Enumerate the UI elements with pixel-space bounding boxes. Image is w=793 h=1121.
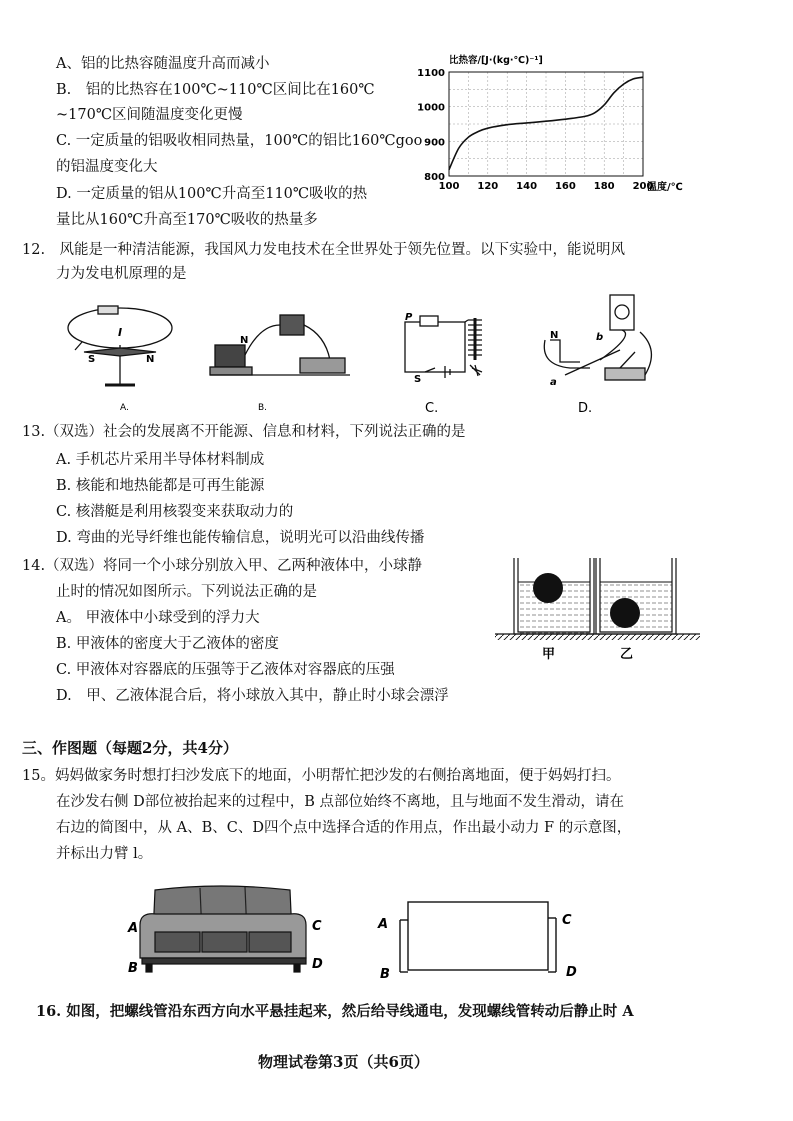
y-tick-label: 1000 <box>417 102 445 114</box>
figure-c-s-label: S <box>414 374 422 385</box>
x-tick-label: 120 <box>477 181 499 192</box>
q13-option-a: A. 手机芯片采用半导体材料制成 <box>56 452 265 468</box>
diagram-label-c: C <box>562 913 572 928</box>
label-yi: 乙 <box>620 647 634 662</box>
figure-d-b-label: b <box>596 332 604 343</box>
figure-a-north-label: N <box>146 354 155 365</box>
q11-option-b-line1: B. 铝的比热容在100℃~110℃区间比在160℃ <box>56 82 375 98</box>
diagram-label-d: D <box>566 965 577 980</box>
q15-line3: 右边的简图中，从 A、B、C、D四个点中选择合适的作用点，作出最小动力 F 的示意图， <box>56 820 632 836</box>
figure-a-current-label: I <box>118 326 123 339</box>
chart-ticks <box>417 68 653 192</box>
q11-option-d-line2: 量比从160℃升高至170℃吸收的热量多 <box>56 212 318 228</box>
q13-option-b: B. 核能和地热能都是可再生能源 <box>56 478 265 494</box>
sofa-label-a: A <box>128 921 139 936</box>
x-tick-label: 180 <box>593 181 615 192</box>
q15-line2: 在沙发右侧 D部位被抬起来的过程中，B 点部位始终不离地，且与地面不发生滑动，请在 <box>56 794 624 810</box>
y-tick-label: 900 <box>424 137 445 149</box>
y-tick-label: 1100 <box>417 68 445 79</box>
q12-stem-line1: 12. 风能是一种清洁能源，我国风力发电技术在全世界处于领先位置。以下实验中，能说明风 <box>22 242 626 258</box>
page-footer: 物理试卷第3页（共6页） <box>258 1053 429 1071</box>
q12-stem-line2: 力为发电机原理的是 <box>56 266 187 282</box>
q11-option-b-line2: ~170℃区间随温度变化更慢 <box>56 107 243 123</box>
x-tick-label: 160 <box>554 181 576 192</box>
q13-option-c: C. 核潜艇是利用核裂变来获取动力的 <box>56 504 294 520</box>
q14-option-d: D. 甲、乙液体混合后，将小球放入其中，静止时小球会漂浮 <box>56 688 449 704</box>
section-3-title: 三、作图题（每题2分，共4分） <box>22 739 238 757</box>
ball-in-jia <box>533 573 563 603</box>
q14-option-c: C. 甲液体对容器底的压强等于乙液体对容器底的压强 <box>56 662 395 678</box>
sofa-diagram <box>400 902 556 972</box>
figure-a-label: A. <box>120 403 129 413</box>
sofa-label-b: B <box>128 961 138 976</box>
x-axis-label: 温度/℃ <box>647 182 683 193</box>
x-tick-label: 100 <box>438 181 460 192</box>
figure-b-label: B. <box>258 403 268 413</box>
sofa-label-d: D <box>312 957 323 972</box>
figure-a-oersted <box>68 306 172 385</box>
figure-b-motor <box>210 315 350 375</box>
q15-line1: 15。妈妈做家务时想打扫沙发底下的地面，小明帮忙把沙发的右侧抬离地面，便于妈妈打扫。 <box>22 768 621 784</box>
q11-option-d-line1: D. 一定质量的铝从100℃升高至110℃吸收的热 <box>56 186 368 202</box>
q13-option-d: D. 弯曲的光导纤维也能传输信息，说明光可以沿曲线传播 <box>56 530 425 546</box>
q11-option-c-line1: C. 一定质量的铝吸收相同热量，100℃的铝比160℃goo <box>56 133 423 149</box>
q14-option-b: B. 甲液体的密度大于乙液体的密度 <box>56 636 279 652</box>
q12-figures <box>60 290 700 420</box>
label-jia: 甲 <box>542 647 556 662</box>
figure-d-a-label: a <box>550 377 557 388</box>
x-tick-label: 140 <box>516 181 538 192</box>
figure-b-north-label: N <box>240 335 249 346</box>
q13-stem: 13.（双选）社会的发展离不开能源、信息和材料，下列说法正确的是 <box>22 424 466 440</box>
specific-heat-chart <box>415 50 715 200</box>
q15-line4: 并标出力臂 l。 <box>56 846 153 862</box>
q14-stem-line1: 14.（双选）将同一个小球分别放入甲、乙两种液体中，小球静 <box>22 558 423 574</box>
figure-d-label: D. <box>578 401 593 416</box>
ground-hatch <box>495 634 700 640</box>
sofa-picture <box>140 886 306 972</box>
figure-d-north-label: N <box>550 330 559 341</box>
ball-in-yi <box>610 598 640 628</box>
diagram-label-b: B <box>380 967 390 982</box>
figure-c-label: C. <box>425 401 439 416</box>
sofa-figures <box>120 880 600 985</box>
sofa-label-c: C <box>312 919 322 934</box>
q14-stem-line2: 止时的情况如图所示。下列说法正确的是 <box>56 584 317 600</box>
figure-a-south-label: S <box>88 354 96 365</box>
chart-grid <box>449 72 643 176</box>
y-tick-label: 800 <box>424 172 445 183</box>
q11-option-c-line2: 的铝温度变化大 <box>56 159 158 175</box>
x-tick-label: 200 <box>632 181 654 192</box>
q11-option-a: A、铝的比热容随温度升高而减小 <box>56 56 270 72</box>
q16-line1: 16. 如图，把螺线管沿东西方向水平悬挂起来，然后给导线通电，发现螺线管转动后静止时 A <box>36 1003 634 1020</box>
q14-containers-figure <box>490 552 710 664</box>
q14-option-a: A。 甲液体中小球受到的浮力大 <box>56 610 260 626</box>
figure-c-electromagnet <box>405 316 482 378</box>
figure-c-p-label: P <box>405 312 413 323</box>
y-axis-label: 比热容/[J·(kg·℃)⁻¹] <box>449 55 543 66</box>
series-line <box>449 77 643 170</box>
diagram-label-a: A <box>378 917 389 932</box>
